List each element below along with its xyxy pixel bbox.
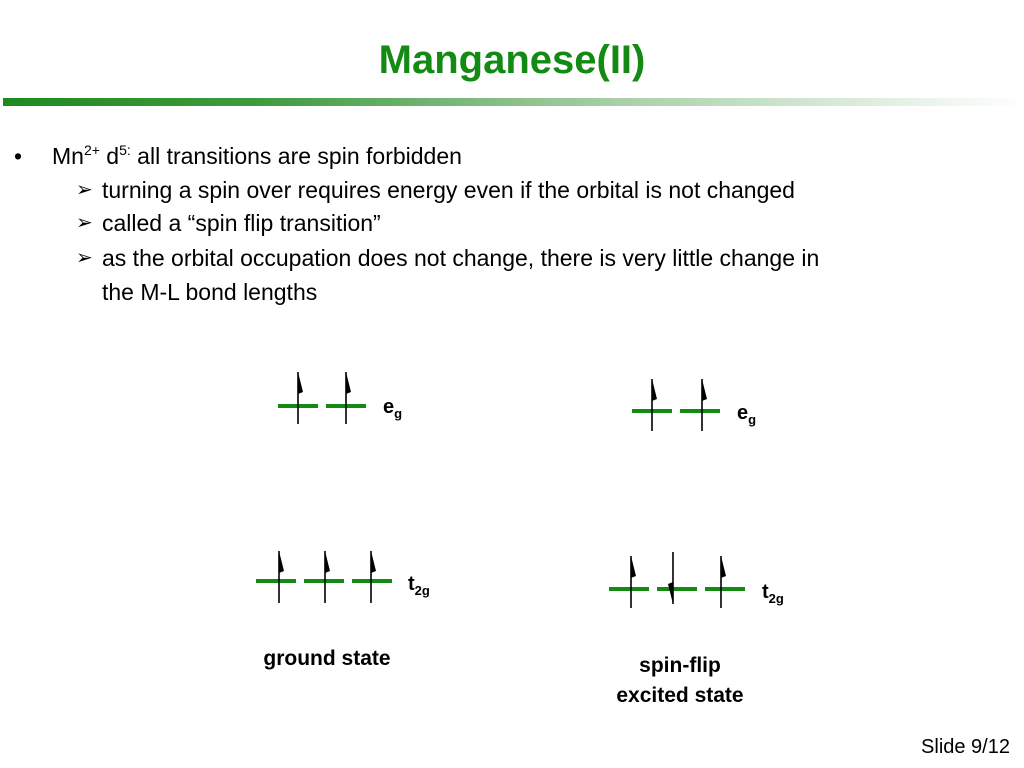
bullet-dot: • — [14, 143, 23, 169]
spin-up-arrow-icon — [631, 556, 636, 608]
excited-t2g-label: $t_{2g}$ — [762, 581, 784, 606]
ground-t2g-label: $t_{2g}$ — [408, 573, 430, 598]
spin-up-arrow-icon — [721, 556, 726, 608]
mn-text: Mn — [52, 143, 84, 169]
sub-bullet-3-continued: the M-L bond lengths — [102, 279, 318, 305]
sub-bullet-arrow-icon: ➢ — [76, 179, 93, 201]
spin-up-arrow-icon — [371, 551, 376, 603]
slide-title: Manganese(II) — [378, 38, 646, 82]
excited-t2g-level — [609, 552, 784, 608]
excited-state-caption-line2: excited state — [616, 684, 744, 707]
ground-eg-label: $e_g$ — [383, 396, 403, 421]
sub-bullet-3: as the orbital occupation does not change, there is very little change in — [102, 245, 820, 271]
sub-bullet-arrow-icon: ➢ — [76, 212, 93, 234]
spin-up-arrow-icon — [325, 551, 330, 603]
excited-eg-level — [632, 379, 756, 431]
spin-up-arrow-icon — [298, 372, 303, 424]
ground-state-caption: ground state — [263, 647, 391, 670]
charge-superscript: 2+ — [83, 142, 100, 158]
excited-state-caption-line1: spin-flip — [639, 654, 721, 677]
electron-count-superscript: 5: — [119, 142, 131, 158]
ground-t2g-level — [256, 551, 430, 603]
spin-up-arrow-icon — [346, 372, 351, 424]
sub-bullet-arrow-icon: ➢ — [76, 247, 93, 269]
sub-bullet-2: called a “spin flip transition” — [102, 210, 381, 236]
d-text: d — [99, 143, 120, 169]
spin-up-arrow-icon — [652, 379, 657, 431]
excited-eg-label: $e_g$ — [737, 402, 757, 427]
spin-up-arrow-icon — [702, 379, 707, 431]
slide-number: Slide 9/12 — [921, 736, 1010, 758]
sub-bullet-1: turning a spin over requires energy even if the orbital is not changed — [102, 177, 795, 203]
ground-eg-level — [278, 372, 402, 424]
spin-up-arrow-icon — [279, 551, 284, 603]
bullet-main-rest: all transitions are spin forbidden — [130, 143, 462, 169]
spin-down-arrow-icon — [668, 552, 673, 604]
